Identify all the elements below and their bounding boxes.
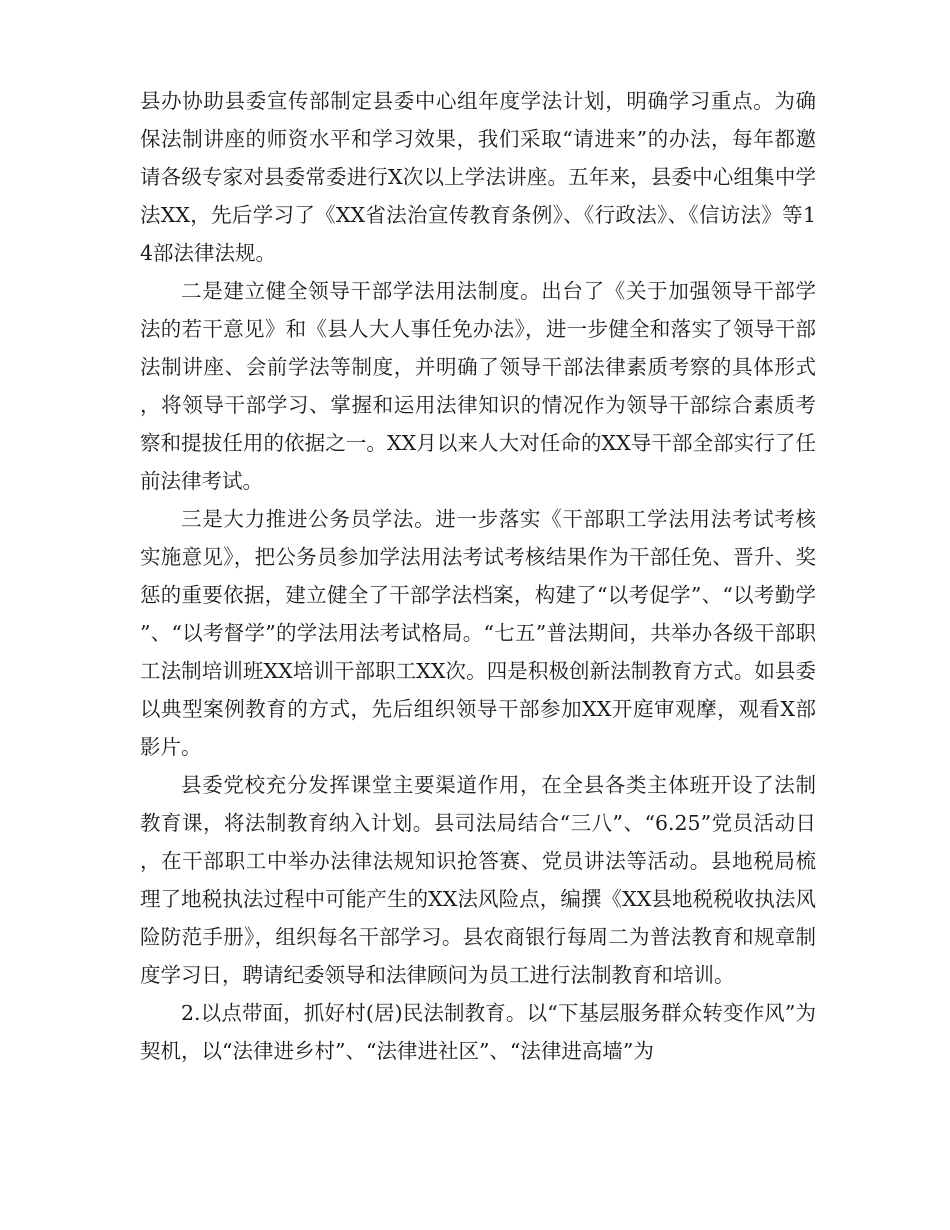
paragraph-2: 二是建立健全领导干部学法用法制度。出台了《关于加强领导干部学法的若干意见》和《县人大人事任免办法》，进一步健全和落实了领导干部法制讲座、会前学法等制度，并明确了领导干部法律素质考察的具体形式，将领导干部学习、掌握和运用法律知识的情况作为领导干部综合素质考察和提拔任用的依据之一。XX月以来人大对任命的XX导干部全部实行了任前法律考试。 [140,279,816,493]
paragraph-5: 2.以点带面，抓好村(居)民法制教育。以“下基层服务群众转变作风”为契机，以“法律进乡村”、“法律进社区”、“法律进高墙”为 [140,1001,816,1063]
paragraph-4: 县委党校充分发挥课堂主要渠道作用，在全县各类主体班开设了法制教育课，将法制教育纳入计划。县司法局结合“三八”、“6.25”党员活动日，在干部职工中举办法律法规知识抢答赛、党员讲法等活动。县地税局梳理了地税执法过程中可能产生的XX法风险点，编撰《XX县地税税收执法风险防范手册》，组织每名干部学习。县农商银行每周二为普法教育和规章制度学习日，聘请纪委领导和法律顾问为员工进行法制教育和培训。 [140,773,816,987]
paragraph-1: 县办协助县委宣传部制定县委中心组年度学法计划，明确学习重点。为确保法制讲座的师资水平和学习效果，我们采取“请进来”的办法，每年都邀请各级专家对县委常委进行X次以上学法讲座。五年来，县委中心组集中学法XX，先后学习了《XX省法治宣传教育条例》、《行政法》、《信访法》等14部法律法规。 [140,89,816,265]
paragraph-3: 三是大力推进公务员学法。进一步落实《干部职工学法用法考试考核实施意见》，把公务员参加学法用法考试考核结果作为干部任免、晋升、奖惩的重要依据，建立健全了干部学法档案，构建了“以考促学”、“以考勤学”、“以考督学”的学法用法考试格局。“七五”普法期间，共举办各级干部职工法制培训班XX培训干部职工XX次。四是积极创新法制教育方式。如县委以典型案例教育的方式，先后组织领导干部参加XX开庭审观摩，观看X部影片。 [140,507,816,759]
document-page [140,82,816,1070]
